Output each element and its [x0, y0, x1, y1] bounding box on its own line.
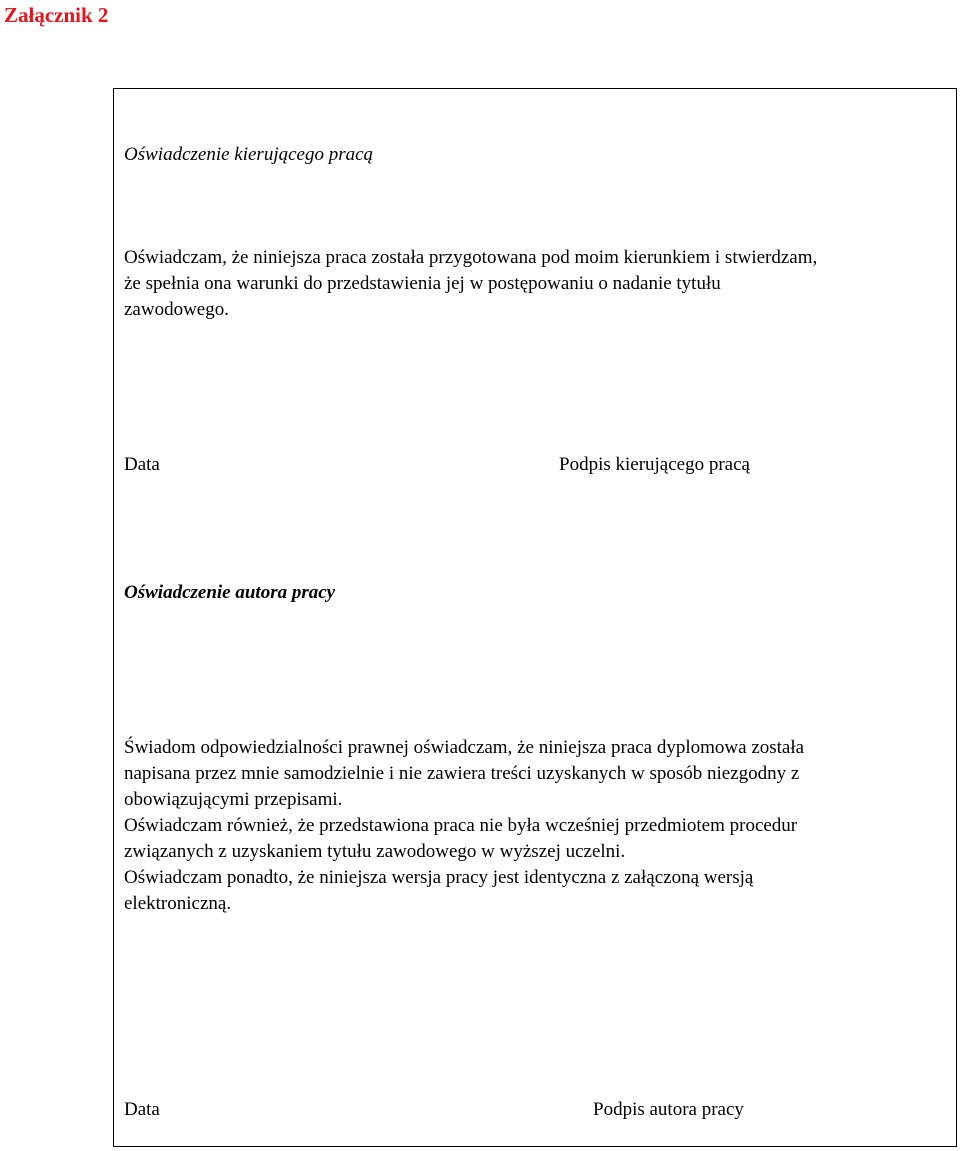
- author-signature-label: Podpis autora pracy: [593, 1099, 744, 1120]
- author-statement-line: napisana przez mnie samodzielnie i nie zawiera treści uzyskanych w sposób niezgodny z: [124, 763, 800, 784]
- supervisor-statement-line: że spełnia ona warunki do przedstawienia jej w postępowaniu o nadanie tytułu: [124, 273, 721, 294]
- author-statement-line: elektroniczną.: [124, 893, 232, 914]
- author-statement-line: Świadom odpowiedzialności prawnej oświadczam, że niniejsza praca dyplomowa została: [124, 737, 805, 758]
- supervisor-signature-label: Podpis kierującego pracą: [559, 454, 750, 475]
- supervisor-declaration-heading: Oświadczenie kierującego pracą: [124, 144, 374, 165]
- author-statement: [124, 735, 804, 917]
- author-statement-line: związanych z uzyskaniem tytułu zawodowego w wyższej uczelni.: [124, 841, 626, 862]
- supervisor-statement-line: zawodowego.: [124, 299, 229, 320]
- author-date-label: Data: [124, 1099, 160, 1120]
- author-statement-line: Oświadczam również, że przedstawiona praca nie była wcześniej przedmiotem procedur: [124, 815, 798, 836]
- attachment-label: Załącznik 2: [4, 3, 109, 27]
- supervisor-date-label: Data: [124, 454, 160, 475]
- author-declaration-heading: Oświadczenie autora pracy: [124, 582, 336, 603]
- author-statement-line: Oświadczam ponadto, że niniejsza wersja pracy jest identyczna z załączoną wersją: [124, 867, 754, 888]
- author-statement-line: obowiązującymi przepisami.: [124, 789, 343, 810]
- supervisor-statement-line: Oświadczam, że niniejsza praca została przygotowana pod moim kierunkiem i stwierdzam,: [124, 247, 818, 268]
- supervisor-statement: [124, 245, 817, 323]
